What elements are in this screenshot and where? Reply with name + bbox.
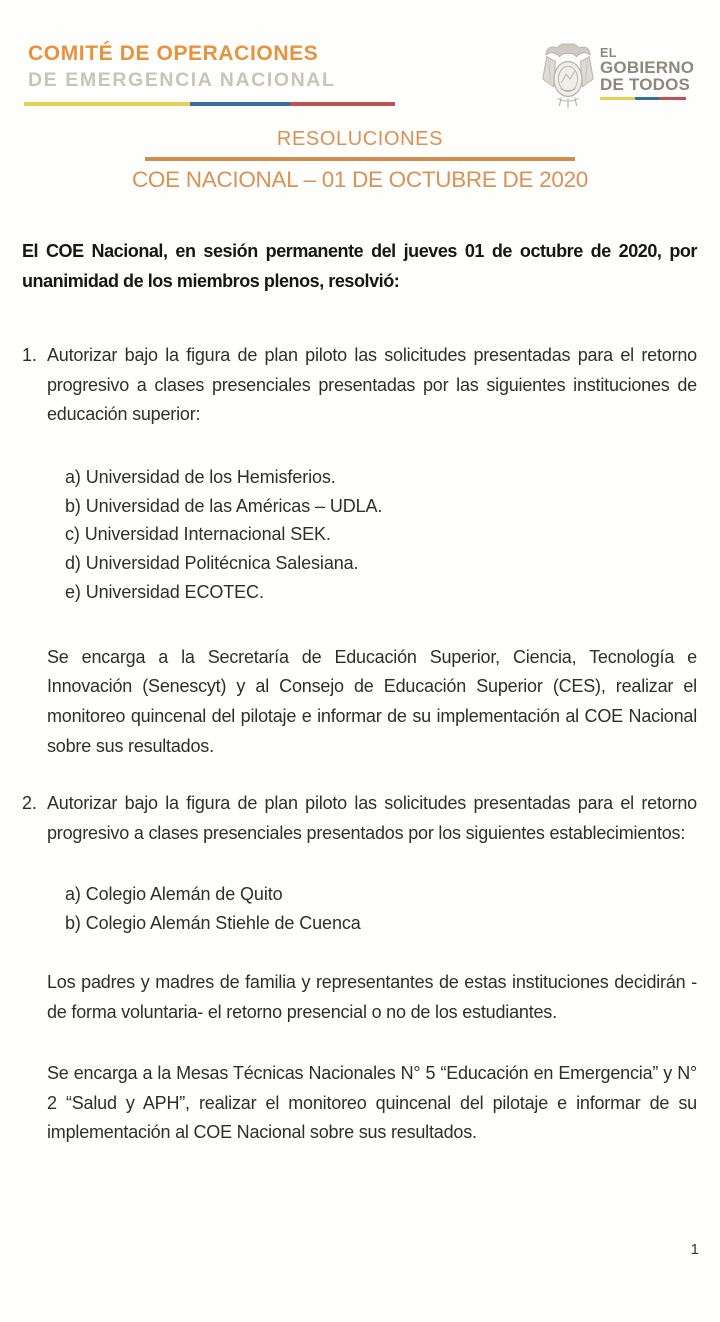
coat-of-arms-icon [537, 38, 599, 123]
resolution-paragraph: Se encarga a la Secretaría de Educación Superior, Ciencia, Tecnología e Innovación (Senescyt) y al Consejo de Educación Superior (CES), realizar el monitoreo quincenal del pilotaje e informar de su implementación al COE Nacional sobre sus resultados. [47, 646, 697, 756]
resolution-item-2 [22, 789, 697, 1148]
flag-yellow-segment [600, 97, 635, 100]
resolution-item-1 [22, 341, 697, 761]
flag-red-segment [659, 97, 686, 100]
resolution-number: 2. [22, 793, 38, 814]
gov-text-de-todos: DE TODOS [600, 74, 691, 94]
list-item: c) Universidad Internacional SEK. [65, 524, 331, 545]
list-item: e) Universidad ECOTEC. [65, 581, 264, 602]
government-logo [537, 38, 694, 123]
ecuador-flag-bar-small [600, 97, 686, 100]
ecuador-flag-bar [24, 102, 395, 106]
document-subtitle: COE NACIONAL – 01 DE OCTUBRE DE 2020 [131, 166, 589, 192]
flag-yellow-segment [24, 102, 190, 106]
document-body [22, 236, 697, 1148]
list-item: b) Universidad de las Américas – UDLA. [65, 495, 383, 516]
resolution-text: Autorizar bajo la figura de plan piloto las solicitudes presentadas para el retorno progresivo a clases presenciales presentadas por las siguientes instituciones de educación superior: [47, 345, 697, 425]
school-list [65, 880, 697, 938]
government-logo-text [600, 38, 694, 123]
resolution-paragraph: Los padres y madres de familia y representantes de estas instituciones decidirán -de forma voluntaria- el retorno presencial o no de los estudiantes. [47, 971, 697, 1022]
title-block [0, 127, 720, 193]
list-item: b) Colegio Alemán Stiehle de Cuenca [65, 913, 361, 934]
list-item: a) Colegio Alemán de Quito [65, 884, 283, 905]
flag-red-segment [290, 102, 395, 106]
document-title: RESOLUCIONES [276, 128, 444, 150]
resolution-body [47, 789, 697, 1148]
gov-text-el: EL [600, 46, 617, 60]
title-divider [145, 157, 575, 161]
university-list [65, 463, 697, 607]
resolution-paragraph: Se encarga a la Mesas Técnicas Nacionales N° 5 “Educación en Emergencia” y N° 2 “Salud y APH”, realizar el monitoreo quincenal del pilotaje e informar de su implementación al COE Nacional sobre sus resultados. [47, 1063, 697, 1143]
resolution-number: 1. [22, 345, 38, 365]
flag-blue-segment [190, 102, 290, 106]
coe-logo [24, 42, 395, 106]
resolution-text: Autorizar bajo la figura de plan piloto las solicitudes presentadas para el retorno progresivo a clases presenciales presentados por los siguientes establecimientos: [47, 793, 697, 843]
resolution-body [47, 341, 697, 761]
page-number: 1 [690, 1241, 699, 1258]
coe-logo-title: COMITÉ DE OPERACIONES [28, 42, 319, 65]
intro-paragraph: El COE Nacional, en sesión permanente del jueves 01 de octubre de 2020, por unanimidad de los miembros plenos, resolvió: [22, 241, 697, 291]
flag-blue-segment [635, 97, 659, 100]
gov-text-gobierno: GOBIERNO [600, 58, 695, 77]
list-item: d) Universidad Politécnica Salesiana. [65, 553, 359, 574]
list-item: a) Universidad de los Hemisferios. [65, 466, 336, 487]
coe-logo-subtitle: DE EMERGENCIA NACIONAL [28, 69, 336, 91]
